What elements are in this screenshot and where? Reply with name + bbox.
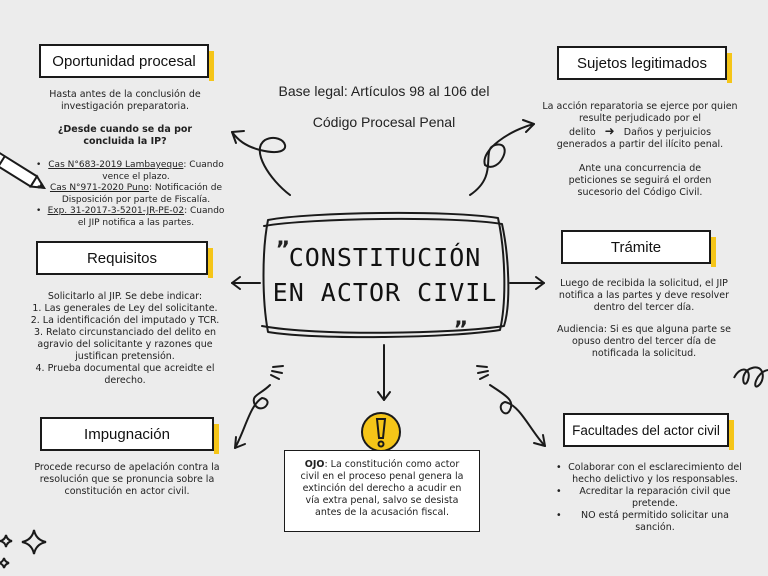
tramite-text1: Luego de recibida la solicitud, el JIP notifica a las partes y deve resolver dentro del tercer día. bbox=[558, 278, 730, 313]
facultades-title: Facultades del actor civil bbox=[572, 422, 720, 438]
facultades-list bbox=[556, 462, 744, 534]
arrow-to-impugnacion bbox=[235, 385, 270, 448]
tramite-text2: Audiencia: Si es que alguna parte se opuso dentro del tercer día de notificada la solicitud. bbox=[557, 324, 731, 359]
impugnacion-title-box bbox=[40, 417, 214, 451]
loop-doodle-icon bbox=[734, 367, 768, 386]
list-item: 3. Relato circunstanciado del delito en agravio del solicitante y razones que justifican pretensión. bbox=[33, 327, 217, 362]
center-title bbox=[270, 240, 500, 310]
list-item: 2. La identificación del imputado y TCR. bbox=[30, 315, 220, 326]
oportunidad-cases bbox=[36, 160, 226, 229]
center-title-line2: EN ACTOR CIVIL bbox=[272, 278, 498, 307]
list-item bbox=[36, 206, 226, 229]
sujetos-title-box bbox=[557, 46, 727, 80]
case-ref: Cas N°683-2019 Lambayeque bbox=[48, 160, 184, 170]
ojo-label: OJO bbox=[304, 459, 325, 470]
base-legal bbox=[262, 76, 506, 138]
quote-close: „ bbox=[454, 306, 469, 331]
case-text: : Cuando el JIP notifica a las partes. bbox=[77, 206, 225, 228]
arrow-right-icon: ➜ bbox=[604, 124, 615, 138]
list-item: • Acreditar la reparación civil que pretende. bbox=[556, 486, 744, 510]
list-item bbox=[36, 183, 226, 206]
list-item: 4. Prueba documental que acreidte el derecho. bbox=[35, 363, 215, 386]
sujetos-text1 bbox=[542, 101, 738, 151]
arrow-to-facultades bbox=[490, 385, 545, 446]
ojo-box bbox=[284, 450, 480, 532]
impugnacion-title: Impugnación bbox=[84, 425, 170, 443]
quote-open: „ bbox=[276, 226, 291, 251]
base-legal-line2: Código Procesal Penal bbox=[312, 114, 456, 130]
case-text: : Notificación de Disposición por parte de Fiscalía. bbox=[61, 183, 223, 205]
sujetos-text2: Ante una concurrencia de peticiones se seguirá el orden sucesorio del Código Civil. bbox=[568, 163, 712, 198]
case-ref: Cas N°971-2020 Puno bbox=[49, 183, 149, 193]
requisitos-title-box bbox=[36, 241, 208, 275]
list-item: • Colaborar con el esclarecimiento del hecho delictivo y los responsables. bbox=[556, 462, 744, 486]
impugnacion-text: Procede recurso de apelación contra la resolución que se pronuncia sobre la constitución en actor civil. bbox=[34, 462, 220, 497]
center-title-line1: CONSTITUCIÓN bbox=[288, 243, 482, 272]
tramite-title: Trámite bbox=[610, 238, 662, 256]
facultades-title-box bbox=[563, 413, 729, 447]
case-ref: Exp. 31-2017-3-5201-JR-PE-02 bbox=[47, 206, 185, 216]
sujetos-text1c: Daños y perjuicios bbox=[623, 127, 712, 138]
oportunidad-question: ¿Desde cuando se da por concluida la IP? bbox=[57, 124, 193, 147]
tramite-title-box bbox=[561, 230, 711, 264]
sujetos-text1b: delito bbox=[568, 127, 596, 138]
oportunidad-title-box bbox=[39, 44, 209, 78]
sparkle-icon bbox=[0, 530, 46, 568]
requisitos-content bbox=[30, 291, 220, 387]
requisitos-title: Requisitos bbox=[86, 249, 158, 267]
case-text: : Cuando vence el plazo. bbox=[102, 160, 224, 182]
sujetos-text1a: La acción reparatoria se ejerce por quien resulte perjudicado por el bbox=[542, 101, 738, 124]
exclamation-icon bbox=[362, 413, 400, 451]
oportunidad-title: Oportunidad procesal bbox=[52, 52, 196, 70]
ojo-text: : La constitución como actor civil en el proceso penal genera la extinción del derecho a acudir en vía extra penal, salvo se desista antes de la acusación fiscal. bbox=[300, 459, 464, 518]
list-item: • NO está permitido solicitar una sanción. bbox=[556, 510, 744, 534]
sujetos-delito-row bbox=[542, 125, 738, 139]
oportunidad-intro: Hasta antes de la conclusión de investigación preparatoria. bbox=[49, 89, 201, 112]
sujetos-text1d: generados a partir del ilícito penal. bbox=[556, 139, 724, 150]
base-legal-line1: Base legal: Artículos 98 al 106 del bbox=[278, 83, 490, 99]
arrow-to-oportunidad bbox=[232, 132, 290, 195]
sujetos-title: Sujetos legitimados bbox=[576, 54, 708, 72]
list-item bbox=[36, 160, 226, 183]
requisitos-intro: Solicitarlo al JIP. Se debe indicar: bbox=[47, 291, 203, 302]
list-item: 1. Las generales de Ley del solicitante. bbox=[32, 303, 218, 314]
